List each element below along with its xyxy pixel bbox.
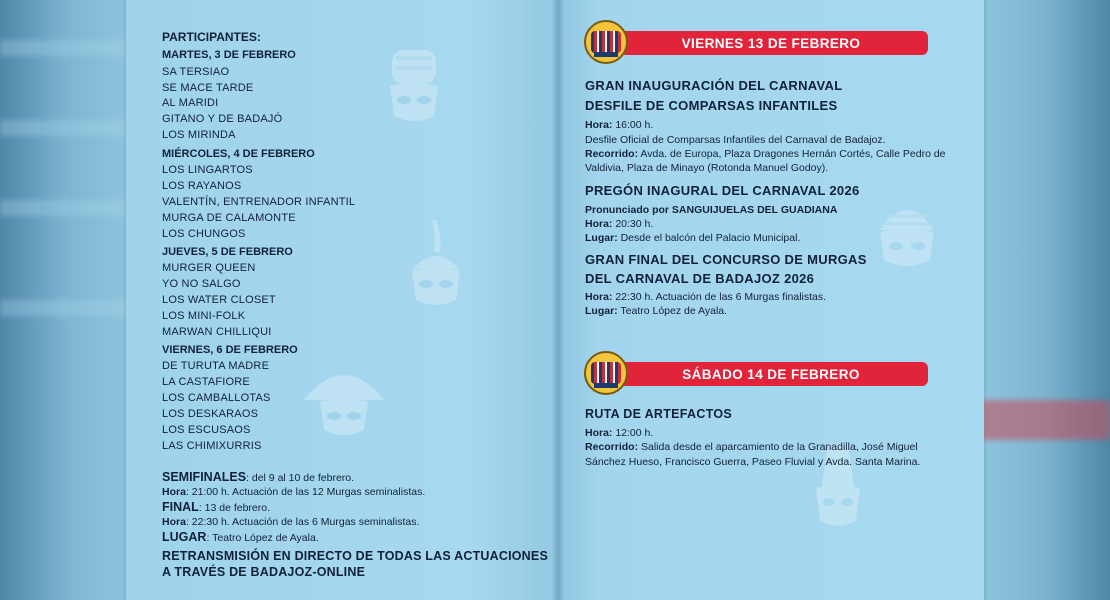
mask-icon bbox=[810, 440, 866, 536]
event-title: DESFILE DE COMPARSAS INFANTILES bbox=[585, 98, 838, 113]
list-item: LOS DESKARAOS bbox=[162, 408, 259, 420]
list-item: MARWAN CHILLIQUI bbox=[162, 326, 272, 338]
day-heading: JUEVES, 5 DE FEBRERO bbox=[162, 246, 293, 258]
mask-icon bbox=[406, 218, 466, 310]
mask-icon bbox=[302, 360, 386, 440]
mask-icon bbox=[874, 196, 940, 276]
recorrido-value: Salida desde el aparcamiento de la Granadilla, José Miguel bbox=[638, 441, 918, 453]
list-item: LOS MINI-FOLK bbox=[162, 310, 246, 322]
event-hora bbox=[585, 218, 653, 230]
hora-label: Hora: bbox=[585, 427, 613, 439]
recorrido-value: Avda. de Europa, Plaza Dragones Hernán Cortés, Calle Pedro de bbox=[638, 148, 946, 160]
list-item: YO NO SALGO bbox=[162, 278, 241, 290]
list-item: DE TURUTA MADRE bbox=[162, 360, 270, 372]
date-banner: SÁBADO 14 DE FEBRERO bbox=[614, 362, 928, 386]
event-title: GRAN FINAL DEL CONCURSO DE MURGAS bbox=[585, 252, 867, 267]
right-page bbox=[558, 0, 984, 600]
list-item: VALENTÍN, ENTRENADOR INFANTIL bbox=[162, 196, 356, 208]
retransmision-line-1: RETRANSMISIÓN EN DIRECTO DE TODAS LAS ACTUACIONES bbox=[162, 549, 548, 563]
event-hora bbox=[585, 291, 826, 303]
date-banner: VIERNES 13 DE FEBRERO bbox=[614, 31, 928, 55]
event-title: DEL CARNAVAL DE BADAJOZ 2026 bbox=[585, 271, 815, 286]
final-hora-line bbox=[162, 516, 419, 528]
hora-value: : 22:30 h. Actuación de las 6 Murgas seminalistas. bbox=[185, 516, 420, 528]
list-item: LOS CHUNGOS bbox=[162, 228, 246, 240]
list-item: LOS RAYANOS bbox=[162, 180, 242, 192]
event-title: GRAN INAUGURACIÓN DEL CARNAVAL bbox=[585, 78, 843, 93]
final-line bbox=[162, 500, 270, 514]
list-item: SE MACE TARDE bbox=[162, 82, 254, 94]
event-title: RUTA DE ARTEFACTOS bbox=[585, 407, 733, 421]
semifinales-hora-line bbox=[162, 486, 425, 498]
final-value: : 13 de febrero. bbox=[198, 502, 271, 514]
mask-icon bbox=[382, 46, 446, 126]
list-item: LOS MIRINDA bbox=[162, 129, 236, 141]
hora-value: 22:30 h. Actuación de las 6 Murgas finalistas. bbox=[612, 291, 827, 303]
recorrido-label: Recorrido: bbox=[585, 148, 639, 160]
day-heading: VIERNES, 6 DE FEBRERO bbox=[162, 344, 298, 356]
lugar-line bbox=[162, 530, 319, 544]
list-item: SA TERSIAO bbox=[162, 66, 230, 78]
final-label: FINAL bbox=[162, 500, 199, 514]
event-hora bbox=[585, 119, 653, 131]
page-fold bbox=[552, 0, 564, 600]
carnival-logo-icon bbox=[584, 351, 628, 395]
list-item: LOS WATER CLOSET bbox=[162, 294, 276, 306]
hora-label: Hora: bbox=[585, 291, 613, 303]
list-item: LA CASTAFIORE bbox=[162, 376, 250, 388]
hora-value: 20:30 h. bbox=[612, 218, 654, 230]
hora-value: : 21:00 h. Actuación de las 12 Murgas seminalistas. bbox=[185, 486, 426, 498]
event-hora bbox=[585, 427, 653, 439]
event-recorrido-cont: Valdivia, Plaza de Minayo (Rotonda Manuel Godoy). bbox=[585, 162, 829, 174]
participants-title: PARTICIPANTES: bbox=[162, 30, 261, 44]
retransmision-line-2: A TRAVÉS DE BADAJOZ-ONLINE bbox=[162, 565, 366, 579]
day-heading: MARTES, 3 DE FEBRERO bbox=[162, 49, 296, 61]
event-lugar bbox=[585, 232, 800, 244]
carnival-logo-icon bbox=[584, 20, 628, 64]
list-item: LOS LINGARTOS bbox=[162, 164, 253, 176]
semifinales-label: SEMIFINALES bbox=[162, 470, 247, 484]
lugar-value: Teatro López de Ayala. bbox=[617, 305, 728, 317]
hora-label: Hora: bbox=[585, 218, 613, 230]
list-item: LAS CHIMIXURRIS bbox=[162, 440, 262, 452]
event-recorrido bbox=[585, 148, 946, 160]
lugar-label: LUGAR bbox=[162, 530, 207, 544]
hora-label: Hora bbox=[162, 516, 186, 528]
hora-value: 16:00 h. bbox=[612, 119, 654, 131]
recorrido-label: Recorrido: bbox=[585, 441, 639, 453]
list-item: GITANO Y DE BADAJÓ bbox=[162, 113, 283, 125]
left-page bbox=[126, 0, 558, 600]
list-item: AL MARIDI bbox=[162, 97, 219, 109]
lugar-label: Lugar: bbox=[585, 305, 618, 317]
event-recorrido bbox=[585, 441, 918, 453]
event-recorrido-cont: Sánchez Hueso, Francisco Guerra, Paseo Fluvial y Avda. Santa Marina. bbox=[585, 456, 921, 468]
hora-value: 12:00 h. bbox=[612, 427, 654, 439]
event-title: PREGÓN INAGURAL DEL CARNAVAL 2026 bbox=[585, 183, 860, 198]
lugar-value: : Teatro López de Ayala. bbox=[206, 532, 319, 544]
semifinales-value: : del 9 al 10 de febrero. bbox=[246, 472, 355, 484]
event-lugar bbox=[585, 305, 727, 317]
list-item: LOS CAMBALLOTAS bbox=[162, 392, 271, 404]
hora-label: Hora: bbox=[585, 119, 613, 131]
event-subtitle: Pronunciado por SANGUIJUELAS DEL GUADIANA bbox=[585, 204, 838, 216]
list-item: MURGER QUEEN bbox=[162, 262, 256, 274]
list-item: LOS ESCUSAOS bbox=[162, 424, 251, 436]
semifinales-line bbox=[162, 470, 354, 484]
lugar-label: Lugar: bbox=[585, 232, 618, 244]
event-description: Desfile Oficial de Comparsas Infantiles del Carnaval de Badajoz. bbox=[585, 134, 886, 146]
hora-label: Hora bbox=[162, 486, 186, 498]
list-item: MURGA DE CALAMONTE bbox=[162, 212, 296, 224]
day-heading: MIÉRCOLES, 4 DE FEBRERO bbox=[162, 148, 315, 160]
lugar-value: Desde el balcón del Palacio Municipal. bbox=[617, 232, 801, 244]
